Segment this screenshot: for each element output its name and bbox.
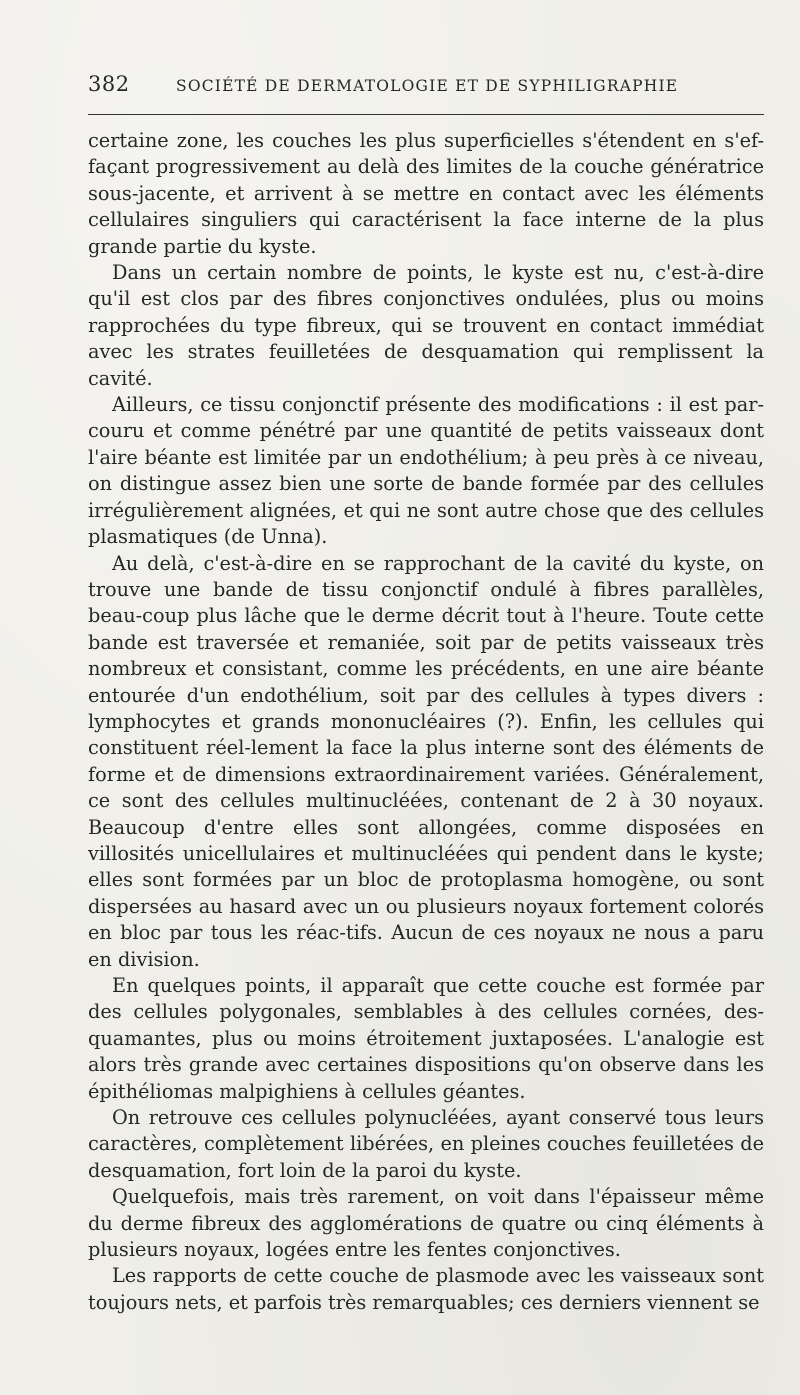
paragraph-4: Au delà, c'est-à-dire en se rapprochant de la cavité du kyste, on trouve une bande de tissu conjonctif ondulé à fibres parallèles, beau-coup plus lâche que le derme décrit tout à l'heure. Toute cette bande est traversée et remaniée, soit par de petits vaisseaux très nombreux et consistant, comme les précédents, en une aire béante entourée d'un endothélium, soit par des cellules à types divers : lymphocytes et grands mononucléaires (?). Enfin, les cellules qui constituent réel-lement la face la plus interne sont des éléments de forme et de dimensions extraordinairement variées. Généralement, ce sont des cellules multinucléées, contenant de 2 à 30 noyaux. Beaucoup d'entre elles sont allongées, comme disposées en villosités unicellulaires et multinucléées qui pendent dans le kyste; elles sont formées par un bloc de protoplasma homogène, ou sont dispersées au hasard avec un ou plusieurs noyaux fortement colorés en bloc par tous les réac-tifs. Aucun de ces noyaux ne nous a paru en division. — [88, 551, 764, 971]
paragraph-7: Quelquefois, mais très rarement, on voit dans l'épaisseur même du derme fibreux des agglomérations de quatre ou cinq éléments à plusieurs noyaux, logées entre les fentes conjonctives. — [88, 1185, 764, 1262]
paragraph-3: Ailleurs, ce tissu conjonctif présente des modifications : il est par-couru et comme pénétré par une quantité de petits vaisseaux dont l'aire béante est limitée par un endothélium; à peu près à ce niveau, on distingue assez bien une sorte de bande formée par des cellules irrégulièrement alignées, et qui ne sont autre chose que des cellules plasmatiques (de Unna). — [88, 393, 764, 549]
page-number: 382 — [88, 72, 130, 96]
page-header — [88, 72, 764, 102]
paragraph-8: Les rapports de cette couche de plasmode avec les vaisseaux sont toujours nets, et parfois très remarquables; ces derniers viennent se — [88, 1264, 764, 1314]
running-title: SOCIÉTÉ DE DERMATOLOGIE ET DE SYPHILIGRAPHIE — [176, 77, 679, 95]
paragraph-5: En quelques points, il apparaît que cette couche est formée par des cellules polygonales, semblables à des cellules cornées, des-quamantes, plus ou moins étroitement juxtaposées. L'analogie est alors très grande avec certaines dispositions qu'on observe dans les épithéliomas malpighiens à cellules géantes. — [88, 974, 764, 1103]
paragraph-2: Dans un certain nombre de points, le kyste est nu, c'est-à-dire qu'il est clos par des fibres conjonctives ondulées, plus ou moins rapprochées du type fibreux, qui se trouvent en contact immédiat avec les strates feuilletées de desquamation qui remplissent la cavité. — [88, 261, 764, 390]
header-rule — [88, 114, 764, 115]
paragraph-6: On retrouve ces cellules polynucléées, ayant conservé tous leurs caractères, complètement libérées, en pleines couches feuilletées de desquamation, fort loin de la paroi du kyste. — [88, 1106, 764, 1182]
paragraph-1: certaine zone, les couches les plus superficielles s'étendent en s'ef-façant progressivement au delà des limites de la couche génératrice sous-jacente, et arrivent à se mettre en contact avec les éléments cellulaires singuliers qui caractérisent la face interne de la plus grande partie du kyste. — [88, 129, 764, 258]
body-text — [88, 128, 764, 1316]
